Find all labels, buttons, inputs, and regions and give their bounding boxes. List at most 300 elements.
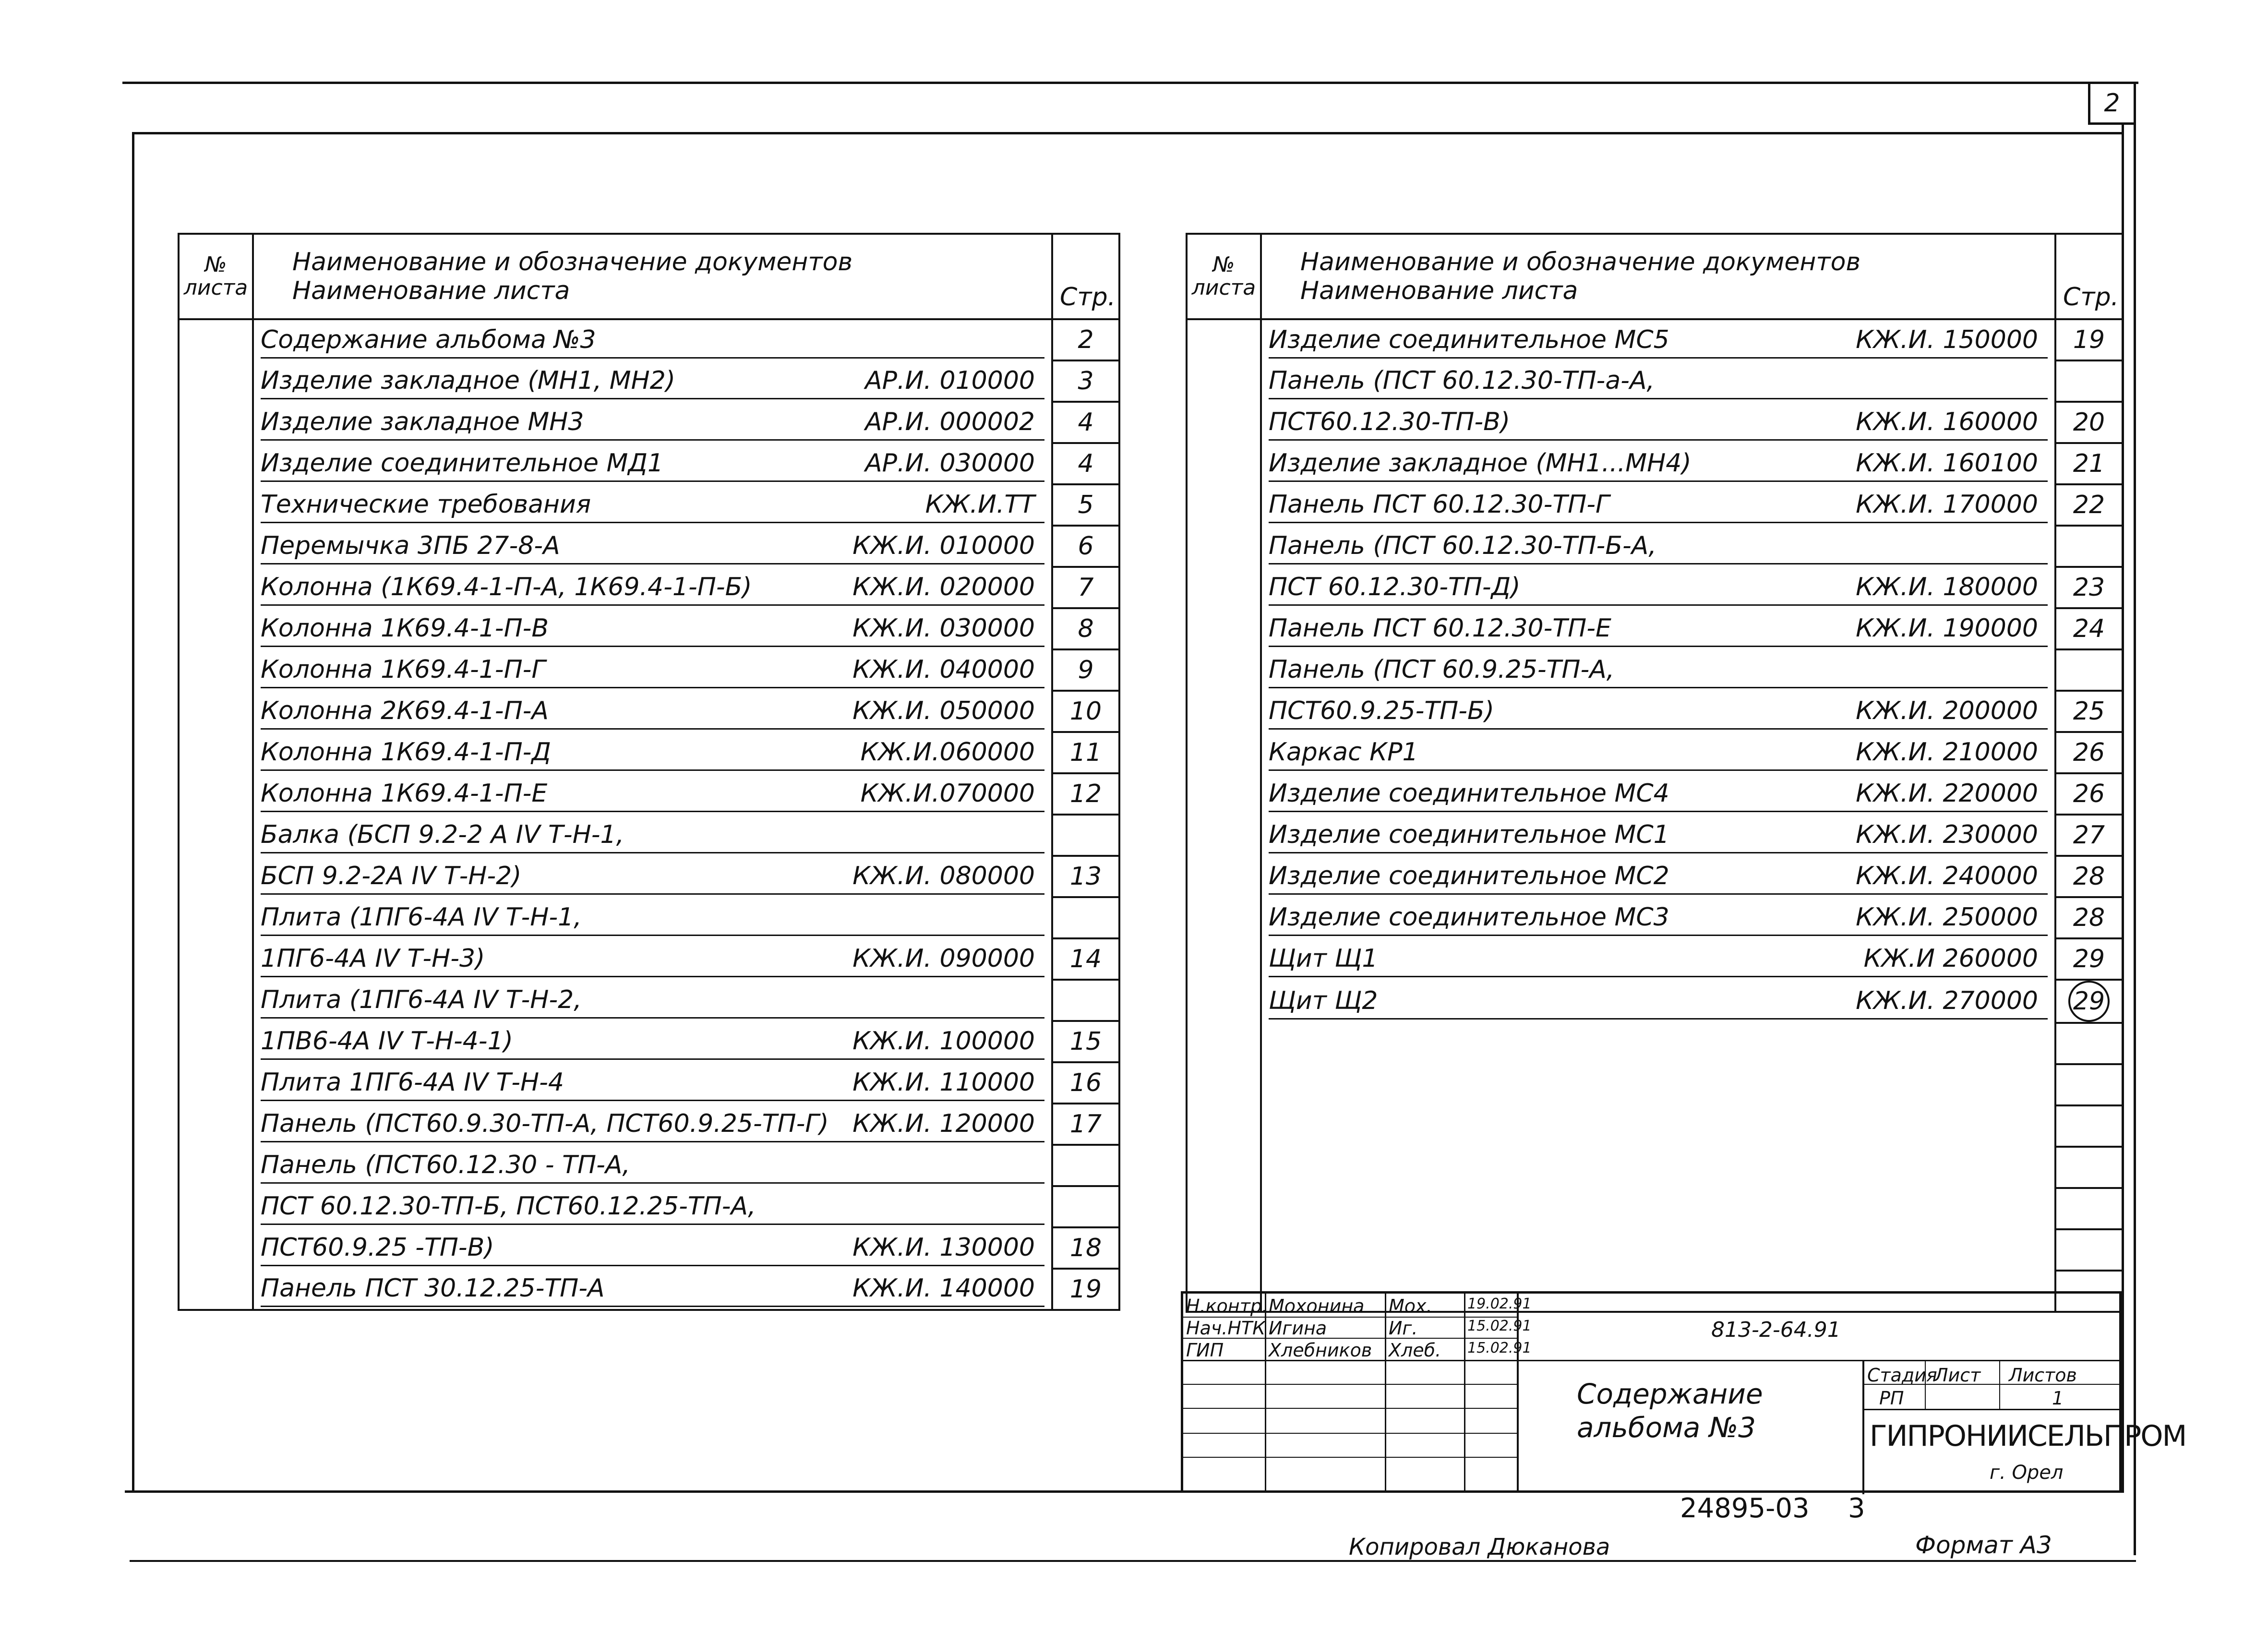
document-code: КЖ.И. 250000 <box>1856 902 2038 932</box>
table-row <box>1187 360 2123 402</box>
row-no-cell <box>1187 319 1261 360</box>
row-no-cell <box>179 1104 253 1145</box>
row-no-cell <box>179 1021 253 1062</box>
signature-role: Нач.НТК <box>1186 1318 1266 1339</box>
row-name-inner <box>261 1065 1044 1101</box>
row-page-cell <box>2055 980 2123 1023</box>
document-code: КЖ.И. 010000 <box>852 531 1035 560</box>
document-name: ПСТ60.9.25-ТП-Б) <box>1269 696 1495 725</box>
row-page-cell <box>1052 319 1119 360</box>
row-page-cell <box>2055 897 2123 938</box>
document-code: КЖ.И. 140000 <box>852 1273 1035 1303</box>
document-name: Перемычка 3ПБ 27-8-А <box>261 531 560 560</box>
row-name-cell <box>253 360 1052 402</box>
document-code: КЖ.И. 150000 <box>1856 325 2038 354</box>
row-name-cell <box>1261 1105 2055 1147</box>
row-page-cell <box>2055 1105 2123 1147</box>
sheets-value: 1 <box>2052 1388 2064 1409</box>
page-number: 7 <box>1078 573 1094 602</box>
row-name-cell <box>253 1021 1052 1062</box>
row-name-cell <box>1261 1229 2055 1271</box>
signature-sign: Иг. <box>1389 1318 1418 1339</box>
row-no-cell <box>1187 897 1261 938</box>
document-name: ПСТ 60.12.30-ТП-Д) <box>1269 572 1521 601</box>
table-row <box>179 773 1119 815</box>
document-name: Колонна 1К69.4-1-П-Е <box>261 779 548 808</box>
document-code: КЖ.И. 080000 <box>852 861 1035 890</box>
doc-code: 813-2-64.91 <box>1711 1318 1841 1342</box>
row-page-cell <box>1052 402 1119 443</box>
row-name-inner <box>1269 1233 2048 1267</box>
document-name: Панель ПСТ 60.12.30-ТП-Е <box>1269 613 1611 643</box>
row-no-cell <box>179 815 253 856</box>
page-number: 5 <box>1078 491 1094 519</box>
row-name-inner <box>261 983 1044 1019</box>
row-name-cell <box>1261 1147 2055 1188</box>
row-page-cell <box>1052 1227 1119 1269</box>
row-name-inner <box>261 652 1044 688</box>
row-no-cell <box>1187 443 1261 484</box>
table-row <box>1187 526 2123 567</box>
row-name-cell <box>253 856 1052 897</box>
page-number: 17 <box>1069 1110 1102 1139</box>
row-page-cell <box>1052 897 1119 938</box>
header-title <box>253 234 1052 319</box>
table-row <box>179 443 1119 484</box>
document-code: КЖ.И.060000 <box>860 737 1035 767</box>
document-name: Изделие соединительное МД1 <box>261 448 664 478</box>
table-row <box>179 691 1119 732</box>
signature-name: Мохонина <box>1269 1296 1365 1317</box>
document-code: КЖ.И. 130000 <box>852 1233 1035 1262</box>
inventory-page: 3 <box>1848 1493 1865 1524</box>
row-name-cell <box>1261 608 2055 649</box>
row-page-cell <box>1052 691 1119 732</box>
row-page-cell <box>1052 484 1119 526</box>
row-page-cell <box>2055 402 2123 443</box>
row-no-cell <box>1187 484 1261 526</box>
document-name: 1ПВ6-4А IV Т-Н-4-1) <box>261 1026 513 1056</box>
row-page-cell <box>2055 649 2123 691</box>
table-row <box>179 856 1119 897</box>
document-code: КЖ.И. 170000 <box>1856 490 2038 519</box>
table-row <box>179 1227 1119 1269</box>
header-no-label: № листа <box>1191 252 1256 300</box>
document-name: Панель ПСТ 60.12.30-ТП-Г <box>1269 490 1609 519</box>
row-no-cell <box>179 691 253 732</box>
row-no-cell <box>1187 732 1261 773</box>
row-name-inner <box>261 817 1044 853</box>
page-number: 29 <box>2073 945 2105 973</box>
row-no-cell <box>1187 1188 1261 1229</box>
stage-label: Стадия <box>1867 1365 1937 1386</box>
document-name: Изделие закладное (МН1...МН4) <box>1269 448 1692 478</box>
row-no-cell <box>179 773 253 815</box>
signature-sign: Мох. <box>1389 1296 1432 1317</box>
row-no-cell <box>1187 567 1261 608</box>
table-header <box>179 234 1119 319</box>
right-contents-table <box>1186 233 2124 1313</box>
row-name-cell <box>253 732 1052 773</box>
row-no-cell <box>1187 1064 1261 1105</box>
table-row <box>1187 1188 2123 1229</box>
row-page-cell <box>1052 1021 1119 1062</box>
row-name-cell <box>1261 1023 2055 1064</box>
header-title-line1: Наименование и обозначение документов <box>292 248 853 276</box>
row-no-cell <box>1187 691 1261 732</box>
document-name: ПСТ60.9.25 -ТП-В) <box>261 1233 494 1262</box>
row-name-cell <box>1261 938 2055 980</box>
row-name-inner <box>1269 941 2048 977</box>
row-name-cell <box>253 1104 1052 1145</box>
table-row <box>1187 443 2123 484</box>
row-name-cell <box>1261 649 2055 691</box>
document-name: БСП 9.2-2А IV Т-Н-2) <box>261 861 522 890</box>
table-row <box>1187 938 2123 980</box>
row-page-cell <box>2055 732 2123 773</box>
document-name: Колонна 1К69.4-1-П-Г <box>261 655 546 684</box>
row-page-cell <box>1052 567 1119 608</box>
document-name: Плита 1ПГ6-4А IV Т-Н-4 <box>261 1068 564 1097</box>
sheet-label: Лист <box>1934 1365 1981 1386</box>
row-name-inner <box>261 1148 1044 1184</box>
row-page-cell <box>1052 608 1119 649</box>
row-name-cell <box>253 443 1052 484</box>
bottom-baseline <box>130 1560 2136 1562</box>
table-row <box>179 402 1119 443</box>
document-code: КЖ.И. 120000 <box>852 1109 1035 1138</box>
table-row <box>179 897 1119 938</box>
page-number: 9 <box>1078 656 1094 684</box>
page-number: 29 <box>2068 981 2110 1022</box>
table-row <box>179 484 1119 526</box>
page-number: 26 <box>2073 780 2105 808</box>
row-name-cell <box>1261 1064 2055 1105</box>
document-name: Панель (ПСТ 60.12.30-ТП-Б-А, <box>1269 531 1656 560</box>
inventory-number: 24895-03 <box>1680 1493 1810 1524</box>
row-name-cell <box>1261 484 2055 526</box>
row-name-inner <box>261 570 1044 606</box>
page-number: 13 <box>1069 862 1102 891</box>
row-name-cell <box>1261 402 2055 443</box>
row-name-inner <box>261 528 1044 564</box>
header-title-line2: Наименование листа <box>292 276 570 305</box>
row-no-cell <box>1187 649 1261 691</box>
row-name-inner <box>261 487 1044 523</box>
header-title-line1: Наименование и обозначение документов <box>1300 248 1861 276</box>
row-no-cell <box>179 360 253 402</box>
document-name: Панель (ПСТ 60.9.25-ТП-А, <box>1269 655 1615 684</box>
row-name-cell <box>1261 691 2055 732</box>
row-name-inner <box>1269 652 2048 688</box>
row-name-inner <box>261 941 1044 977</box>
row-name-inner <box>1269 1109 2048 1143</box>
document-name: Плита (1ПГ6-4А IV Т-Н-1, <box>261 902 582 932</box>
row-page-cell <box>1052 443 1119 484</box>
table-row <box>179 980 1119 1021</box>
table-row <box>1187 732 2123 773</box>
page-number: 21 <box>2073 449 2105 478</box>
row-name-cell <box>1261 732 2055 773</box>
row-page-cell <box>2055 1229 2123 1271</box>
page-number: 14 <box>1069 945 1102 973</box>
row-page-cell <box>1052 773 1119 815</box>
row-name-inner <box>1269 487 2048 523</box>
page-number: 4 <box>1078 449 1094 478</box>
table-header <box>1187 234 2123 319</box>
row-name-inner <box>261 1024 1044 1060</box>
page-number: 23 <box>2073 573 2105 602</box>
row-name-inner <box>1269 859 2048 895</box>
signature-date: 15.02.91 <box>1467 1340 1532 1356</box>
document-name: Содержание альбома №3 <box>261 325 596 354</box>
row-no-cell <box>179 1269 253 1310</box>
document-name: Изделие соединительное МС5 <box>1269 325 1669 354</box>
row-name-inner <box>1269 570 2048 606</box>
page-number: 25 <box>2073 697 2105 726</box>
table-row <box>1187 1105 2123 1147</box>
row-name-inner <box>1269 446 2048 482</box>
row-no-cell <box>1187 526 1261 567</box>
row-name-inner <box>261 735 1044 771</box>
row-no-cell <box>179 856 253 897</box>
row-name-cell <box>1261 443 2055 484</box>
tb-divider <box>1464 1294 1465 1493</box>
table-row <box>179 732 1119 773</box>
row-page-cell <box>1052 1269 1119 1310</box>
row-name-inner <box>1269 405 2048 441</box>
page-number: 16 <box>1069 1068 1102 1097</box>
row-name-cell <box>253 402 1052 443</box>
document-code: АР.И. 030000 <box>865 448 1035 478</box>
page-number: 19 <box>1069 1275 1102 1304</box>
header-no <box>1187 234 1261 319</box>
paper-format: Формат А3 <box>1915 1531 2052 1559</box>
document-code: КЖ.И. 270000 <box>1856 986 2038 1015</box>
row-no-cell <box>179 319 253 360</box>
page-number: 6 <box>1078 532 1094 561</box>
document-name: Каркас КР1 <box>1269 737 1418 767</box>
sheets-label: Листов <box>2009 1365 2077 1386</box>
table-row <box>1187 1023 2123 1064</box>
row-name-cell <box>253 1186 1052 1227</box>
signature-name: Игина <box>1269 1318 1327 1339</box>
tb-divider <box>1183 1384 1517 1385</box>
document-code: КЖ.И. 180000 <box>1856 572 2038 601</box>
row-name-inner <box>261 1271 1044 1307</box>
title-block <box>1181 1291 2186 1493</box>
document-name: Колонна 2К69.4-1-П-А <box>261 696 549 725</box>
row-name-cell <box>1261 319 2055 360</box>
row-page-cell <box>2055 856 2123 897</box>
document-name: Изделие соединительное МС4 <box>1269 779 1669 808</box>
sheet-number: 2 <box>2088 82 2136 125</box>
row-no-cell <box>1187 815 1261 856</box>
page-number: 8 <box>1078 614 1094 643</box>
table-row <box>1187 856 2123 897</box>
row-page-cell <box>2055 360 2123 402</box>
row-name-cell <box>1261 773 2055 815</box>
row-page-cell <box>1052 526 1119 567</box>
table-row <box>1187 1147 2123 1188</box>
table-row <box>1187 319 2123 360</box>
document-name: Щит Щ1 <box>1269 944 1378 973</box>
table-row <box>1187 567 2123 608</box>
doc-title-line2: альбома №3 <box>1577 1411 1756 1444</box>
row-no-cell <box>179 732 253 773</box>
table-row <box>179 938 1119 980</box>
tb-divider <box>1385 1294 1386 1493</box>
row-no-cell <box>179 938 253 980</box>
row-name-cell <box>1261 815 2055 856</box>
signature-date: 15.02.91 <box>1467 1318 1532 1334</box>
table-row <box>1187 484 2123 526</box>
row-page-cell <box>1052 1186 1119 1227</box>
row-page-cell <box>1052 1104 1119 1145</box>
page-number: 19 <box>2073 325 2105 354</box>
row-name-cell <box>253 691 1052 732</box>
row-no-cell <box>179 402 253 443</box>
row-name-inner <box>261 611 1044 647</box>
row-name-inner <box>1269 817 2048 853</box>
row-name-cell <box>253 1145 1052 1186</box>
row-page-cell <box>2055 1188 2123 1229</box>
row-no-cell <box>179 649 253 691</box>
table-row <box>1187 897 2123 938</box>
left-contents-table <box>178 233 1120 1311</box>
table-row <box>1187 649 2123 691</box>
row-page-cell <box>1052 980 1119 1021</box>
row-name-inner <box>261 1189 1044 1225</box>
document-code: КЖ.И. 100000 <box>852 1026 1035 1056</box>
row-page-cell <box>2055 484 2123 526</box>
signature-role: ГИП <box>1186 1340 1224 1361</box>
table-row <box>1187 815 2123 856</box>
table-row <box>179 1062 1119 1104</box>
row-page-cell <box>2055 1023 2123 1064</box>
table-row <box>1187 1064 2123 1105</box>
row-page-cell <box>2055 773 2123 815</box>
page-number: 15 <box>1069 1027 1102 1056</box>
row-name-cell <box>1261 567 2055 608</box>
document-code: КЖ.И. 240000 <box>1856 861 2038 890</box>
row-name-cell <box>1261 980 2055 1023</box>
row-name-inner <box>261 776 1044 812</box>
row-no-cell <box>179 897 253 938</box>
row-name-inner <box>1269 900 2048 936</box>
row-name-inner <box>1269 1068 2048 1102</box>
document-name: Изделие соединительное МС2 <box>1269 861 1669 890</box>
page-number: 20 <box>2073 408 2105 437</box>
row-name-inner <box>1269 735 2048 771</box>
document-name: Колонна 1К69.4-1-П-Д <box>261 737 552 767</box>
table-row <box>179 815 1119 856</box>
city: г. Орел <box>1990 1462 2064 1484</box>
row-name-inner <box>1269 323 2048 359</box>
row-name-inner <box>261 900 1044 936</box>
header-page: Стр. <box>2055 234 2123 319</box>
table-row <box>179 1104 1119 1145</box>
table-row <box>1187 608 2123 649</box>
row-name-cell <box>253 1062 1052 1104</box>
row-name-inner <box>261 1230 1044 1266</box>
document-name: ПСТ60.12.30-ТП-В) <box>1269 407 1511 436</box>
page-number: 24 <box>2073 614 2105 643</box>
row-no-cell <box>179 1062 253 1104</box>
page-number: 18 <box>1069 1234 1102 1262</box>
document-code: КЖ.И. 110000 <box>852 1068 1035 1097</box>
row-no-cell <box>1187 856 1261 897</box>
document-name: Щит Щ2 <box>1269 986 1378 1015</box>
row-name-cell <box>253 567 1052 608</box>
row-name-cell <box>1261 856 2055 897</box>
row-no-cell <box>179 484 253 526</box>
row-name-inner <box>1269 1150 2048 1185</box>
page-number: 4 <box>1078 408 1094 437</box>
document-name: Плита (1ПГ6-4А IV Т-Н-2, <box>261 985 582 1014</box>
document-name: Панель (ПСТ 60.12.30-ТП-а-А, <box>1269 366 1655 395</box>
document-code: КЖ.И. 090000 <box>852 944 1035 973</box>
document-code: КЖ.И. 160000 <box>1856 407 2038 436</box>
row-page-cell <box>1052 1062 1119 1104</box>
row-page-cell <box>2055 691 2123 732</box>
row-name-inner <box>1269 776 2048 812</box>
document-name: Изделие соединительное МС1 <box>1269 820 1669 849</box>
row-page-cell <box>1052 815 1119 856</box>
frame-left <box>132 132 134 1493</box>
header-no-label: № листа <box>183 252 248 300</box>
row-no-cell <box>179 1227 253 1269</box>
row-page-cell <box>1052 732 1119 773</box>
header-title <box>1261 234 2055 319</box>
tb-divider <box>1183 1408 1517 1409</box>
row-name-cell <box>1261 360 2055 402</box>
row-name-cell <box>1261 1188 2055 1229</box>
row-name-cell <box>253 773 1052 815</box>
document-code: КЖ.И. 030000 <box>852 613 1035 643</box>
document-name: ПСТ 60.12.30-ТП-Б, ПСТ60.12.25-ТП-А, <box>261 1191 756 1221</box>
document-name: Изделие соединительное МС3 <box>1269 902 1669 932</box>
document-name: 1ПГ6-4А IV Т-Н-3) <box>261 944 485 973</box>
row-name-inner <box>261 363 1044 399</box>
row-page-cell <box>2055 1147 2123 1188</box>
row-name-cell <box>253 649 1052 691</box>
document-name: Панель ПСТ 30.12.25-ТП-А <box>261 1273 605 1303</box>
table-row <box>179 1021 1119 1062</box>
tb-divider <box>1999 1360 2000 1410</box>
row-no-cell <box>1187 1147 1261 1188</box>
row-name-inner <box>261 694 1044 730</box>
page-number: 27 <box>2073 821 2105 850</box>
row-no-cell <box>1187 773 1261 815</box>
row-no-cell <box>1187 1229 1261 1271</box>
signature-role: Н.контр. <box>1186 1296 1268 1317</box>
table-row <box>179 1186 1119 1227</box>
table-row <box>179 649 1119 691</box>
row-no-cell <box>1187 980 1261 1023</box>
document-name: Технические требования <box>261 490 591 519</box>
document-name: Панель (ПСТ60.9.30-ТП-А, ПСТ60.9.25-ТП-Г) <box>261 1109 829 1138</box>
document-name: Балка (БСП 9.2-2 А IV Т-Н-1, <box>261 820 624 849</box>
document-code: КЖ.И.ТТ <box>925 490 1035 519</box>
row-name-inner <box>1269 611 2048 647</box>
row-no-cell <box>179 608 253 649</box>
row-name-inner <box>1269 528 2048 564</box>
table-row <box>179 567 1119 608</box>
row-no-cell <box>179 1186 253 1227</box>
frame-right-outer <box>2134 125 2136 1555</box>
table-row <box>179 360 1119 402</box>
